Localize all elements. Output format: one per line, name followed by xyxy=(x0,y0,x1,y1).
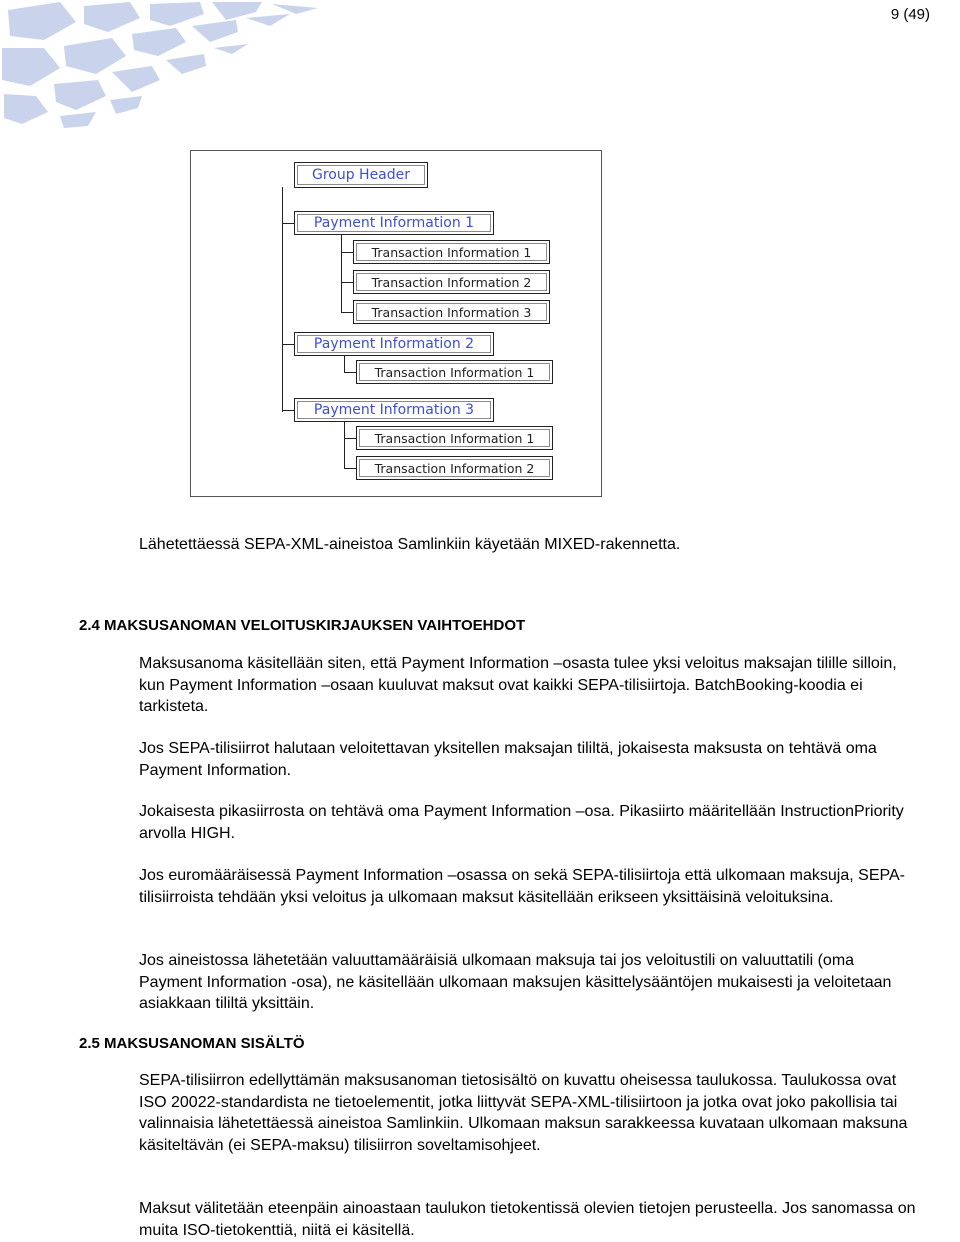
paragraph: Maksusanoma käsitellään siten, että Payment Information –osasta tulee yksi veloitus maksajan tilille silloin, kun Payment Information –osaan kuuluvat maksut ovat kaikki SEPA-tilisiirtoja. BatchBooking-koodia ei tarkisteta. xyxy=(139,655,897,715)
tree-connector xyxy=(341,312,353,313)
group-header-box: Group Header xyxy=(294,162,428,188)
paragraph: Jos SEPA-tilisiirrot halutaan veloitettavan yksitellen maksajan tililtä, jokaisesta maksusta on tehtävä oma Payment Information. xyxy=(139,740,877,779)
tree-connector xyxy=(282,410,294,411)
tree-connector xyxy=(344,372,356,373)
page-number: 9 (49) xyxy=(890,6,930,23)
message-structure-diagram xyxy=(190,150,602,497)
intro-text: Lähetettäessä SEPA-XML-aineistoa Samlinkiin käyetään MIXED-rakennetta. xyxy=(139,536,681,553)
payment-information-3-box: Payment Information 3 xyxy=(294,398,494,422)
tree-connector xyxy=(341,282,353,283)
tree-connector xyxy=(341,235,342,313)
tree-connector xyxy=(344,422,345,469)
transaction-information-box: Transaction Information 1 xyxy=(356,360,553,384)
transaction-information-box: Transaction Information 1 xyxy=(356,426,553,450)
tree-connector xyxy=(282,187,283,412)
paragraph: Jokaisesta pikasiirrosta on tehtävä oma Payment Information –osa. Pikasiirto määritellään InstructionPriority arvolla HIGH. xyxy=(139,803,904,842)
section-heading-2-5: 2.5 MAKSUSANOMAN SISÄLTÖ xyxy=(79,1035,305,1052)
paragraph: Maksut välitetään eteenpäin ainoastaan taulukon tietokentissä olevien tietojen perusteella. Jos sanomassa on muita ISO-tietokenttiä, niitä ei käsitellä. xyxy=(139,1200,916,1239)
paragraph: Jos aineistossa lähetetään valuuttamääräisiä ulkomaan maksuja tai jos veloitustili on valuuttatili (oma Payment Information -osa), ne käsitellään ulkomaan maksujen käsittelysääntöjen mukaisesti ja veloitetaan asiakkaan tililtä yksittäin. xyxy=(139,952,892,1012)
transaction-information-box: Transaction Information 1 xyxy=(353,240,550,264)
company-logo-pattern xyxy=(0,0,330,130)
tree-connector xyxy=(344,356,345,373)
paragraph: Jos euromääräisessä Payment Information –osassa on sekä SEPA-tilisiirtoja että ulkomaan maksuja, SEPA-tilisiirroista tehdään yksi veloitus ja ulkomaan maksut käsitellään erikseen yksittäisinä veloituksina. xyxy=(139,867,905,906)
transaction-information-box: Transaction Information 3 xyxy=(353,300,550,324)
tree-connector xyxy=(344,438,356,439)
paragraph: SEPA-tilisiirron edellyttämän maksusanoman tietosisältö on kuvattu oheisessa taulukossa. Taulukossa ovat ISO 20022-standardista ne tietoelementit, jotka liittyvät SEPA-XML-tilisiirtoon ja jotka ovat joko pakollisia tai valinnaisia lähetettäessä aineistoa Samlinkiin. Ulkomaan maksun sarakkeessa kuvataan ulkomaan maksuna käsiteltävän (ei SEPA-maksu) tilisiirron soveltamisohjeet. xyxy=(139,1072,908,1154)
tree-connector xyxy=(282,223,294,224)
section-heading-2-4: 2.4 MAKSUSANOMAN VELOITUSKIRJAUKSEN VAIHTOEHDOT xyxy=(79,617,526,634)
payment-information-2-box: Payment Information 2 xyxy=(294,332,494,356)
transaction-information-box: Transaction Information 2 xyxy=(353,270,550,294)
tree-connector xyxy=(344,468,356,469)
tree-connector xyxy=(282,344,294,345)
payment-information-1-box: Payment Information 1 xyxy=(294,211,494,235)
transaction-information-box: Transaction Information 2 xyxy=(356,456,553,480)
tree-connector xyxy=(341,252,353,253)
